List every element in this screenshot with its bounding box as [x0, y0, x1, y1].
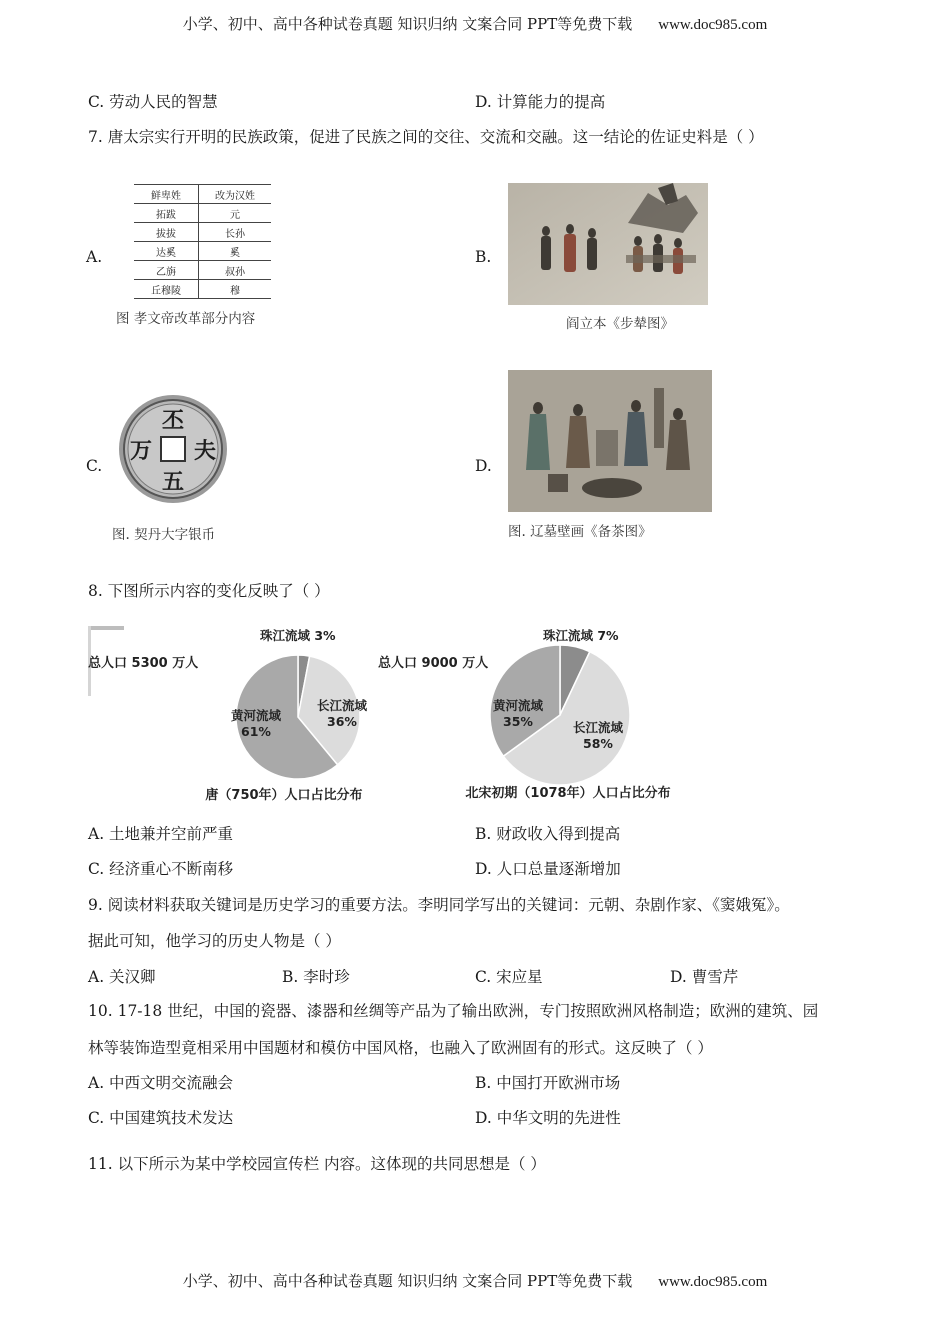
q10-option-a: A. 中西文明交流融会	[88, 1074, 234, 1092]
table-row	[134, 223, 271, 242]
q8-option-d: D. 人口总量逐渐增加	[475, 860, 621, 878]
q7-stem: 7. 唐太宗实行开明的民族政策，促进了民族之间的交往、交流和交融。这一结论的佐证史料是（ ）	[88, 128, 764, 146]
q7-option-d-letter: D.	[475, 457, 492, 475]
q10-option-c: C. 中国建筑技术发达	[88, 1109, 234, 1127]
table-cell: 拓跋	[134, 204, 199, 223]
table-cell: 元	[199, 204, 272, 223]
page-footer	[0, 1270, 950, 1291]
coin-char-top: 丕	[161, 408, 185, 434]
table-header-row	[134, 185, 271, 204]
painting-bunian-image	[508, 183, 708, 305]
q11-stem: 11. 以下所示为某中学校园宣传栏 内容。这体现的共同思想是（ ）	[88, 1155, 546, 1173]
surname-table	[134, 184, 271, 299]
footer-site: www.doc985.com	[658, 1274, 768, 1290]
table-cell: 叔孙	[199, 261, 272, 280]
pie-value-label: 35%	[503, 714, 533, 729]
pie-label: 珠江流域 3%	[260, 628, 336, 643]
q10-line2: 林等装饰造型竟相采用中国题材和模仿中国风格，也融入了欧洲固有的形式。这反映了（ ）	[88, 1039, 713, 1057]
pie-chart-tang	[231, 628, 368, 779]
population-pie-charts	[88, 620, 708, 810]
q8-option-a: A. 土地兼并空前严重	[88, 825, 234, 843]
table-cell: 达奚	[134, 242, 199, 261]
q10-option-b: B. 中国打开欧洲市场	[475, 1074, 621, 1092]
q8-option-c: C. 经济重心不断南移	[88, 860, 234, 878]
q9-line2: 据此可知，他学习的历史人物是（ ）	[88, 932, 341, 950]
pie-total-tang: 总人口 5300 万人	[88, 656, 199, 671]
q7-a-caption: 图 孝文帝改革部分内容	[116, 311, 256, 327]
q9-option-c: C. 宋应星	[475, 968, 543, 986]
q10-option-d: D. 中华文明的先进性	[475, 1109, 621, 1127]
pie-total-song: 总人口 9000 万人	[378, 656, 489, 671]
q7-d-caption: 图. 辽墓壁画《备茶图》	[508, 524, 652, 540]
pie-label: 长江流域	[316, 698, 368, 713]
page-header	[0, 13, 950, 34]
coin-char-left: 万	[129, 438, 153, 464]
table-row	[134, 280, 271, 299]
table-row	[134, 242, 271, 261]
q8-stem: 8. 下图所示内容的变化反映了（ ）	[88, 582, 330, 600]
table-cell: 奚	[199, 242, 272, 261]
pie-label: 珠江流域 7%	[543, 628, 619, 643]
q7-option-b-letter: B.	[475, 248, 492, 266]
q7-b-caption: 阎立本《步辇图》	[566, 316, 674, 332]
pie-title-tang: 唐（750年）人口占比分布	[205, 788, 363, 803]
table-header-cell: 鲜卑姓	[134, 185, 199, 204]
q8-option-b: B. 财政收入得到提高	[475, 825, 621, 843]
header-site: www.doc985.com	[658, 17, 768, 33]
q7-option-a-letter: A.	[86, 248, 103, 266]
q10-line1: 10. 17-18 世纪，中国的瓷器、漆器和丝绸等产品为了输出欧洲，专门按照欧洲风格制造；欧洲的建筑、园	[88, 1002, 819, 1020]
coin-char-right: 夫	[193, 438, 217, 464]
q9-option-a: A. 关汉卿	[88, 968, 156, 986]
pie-value-label: 36%	[327, 714, 357, 729]
pie-chart-song	[490, 628, 630, 785]
table-cell: 拔拔	[134, 223, 199, 242]
q9-option-d: D. 曹雪芹	[670, 968, 739, 986]
liao-mural-image	[508, 370, 712, 512]
prev-option-d: D. 计算能力的提高	[475, 93, 606, 111]
table-header-cell: 改为汉姓	[199, 185, 272, 204]
pie-label: 黄河流域	[492, 698, 544, 713]
q9-line1: 9. 阅读材料获取关键词是历史学习的重要方法。李明同学写出的关键词：元朝、杂剧作家、《窦娥冤》。	[88, 896, 790, 914]
q7-c-caption: 图. 契丹大字银币	[112, 527, 216, 543]
khitan-coin-image	[117, 393, 229, 505]
table-cell: 长孙	[199, 223, 272, 242]
q9-option-b: B. 李时珍	[282, 968, 350, 986]
pie-label: 长江流域	[572, 720, 624, 735]
table-cell: 穆	[199, 280, 272, 299]
header-text: 小学、初中、高中各种试卷真题 知识归纳 文案合同 PPT等免费下载	[182, 15, 633, 33]
prev-option-c: C. 劳动人民的智慧	[88, 93, 218, 111]
table-row	[134, 261, 271, 280]
chart-corner-mark	[88, 626, 124, 630]
table-cell: 乙旃	[134, 261, 199, 280]
q7-option-c-letter: C.	[86, 457, 103, 475]
pie-value-label: 58%	[583, 736, 613, 751]
pie-title-song: 北宋初期（1078年）人口占比分布	[465, 786, 671, 801]
coin-char-bottom: 五	[161, 469, 185, 495]
pie-value-label: 61%	[241, 724, 271, 739]
footer-text: 小学、初中、高中各种试卷真题 知识归纳 文案合同 PPT等免费下载	[182, 1272, 633, 1290]
pie-label: 黄河流域	[230, 708, 282, 723]
table-cell: 丘穆陵	[134, 280, 199, 299]
table-row	[134, 204, 271, 223]
